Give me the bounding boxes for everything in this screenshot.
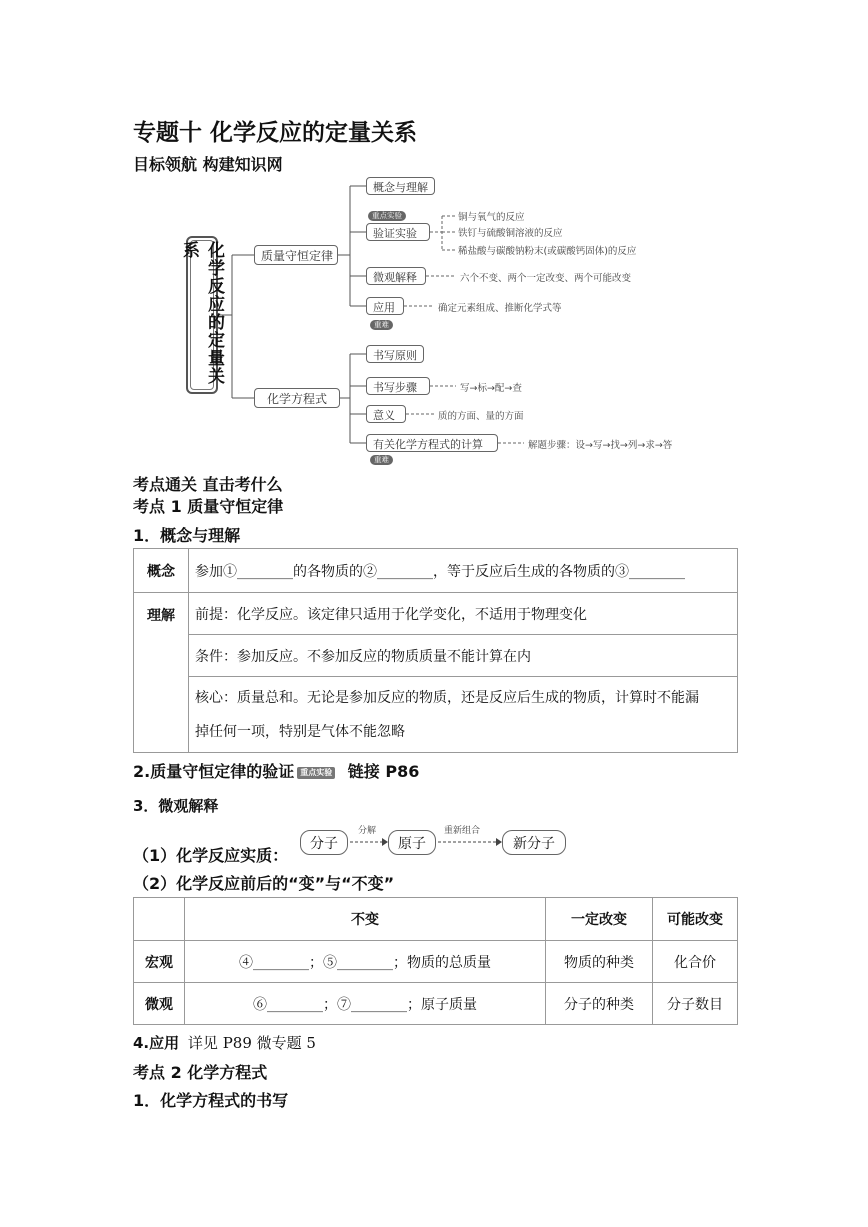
essence-label: （1）化学反应实质： [133,846,289,865]
change-table [133,897,738,1025]
header-unchanged: 不变 [185,898,546,941]
sub3-title: 3．微观解释 [133,797,219,815]
sub2-heading [133,759,419,782]
understand-core [189,677,738,753]
map-tag-calc: 重难 [370,455,393,465]
kp1-heading: 考点 1 质量守恒定律 [133,497,284,516]
change-label: （2）化学反应前后的“变”与“不变” [133,874,395,893]
kp2-heading: 考点 2 化学方程式 [133,1063,268,1082]
sub2-link[interactable]: 链接 P86 [347,762,420,781]
sub3-heading [133,795,218,816]
row-micro-label: 微观 [134,983,185,1025]
map-note-verify-3: 稀盐酸与碳酸钠粉末(或碳酸钙固体)的反应 [458,246,637,257]
sub2-title: 2.质量守恒定律的验证 [133,762,295,781]
sub5-heading: 1．化学方程式的书写 [133,1091,289,1110]
understand-label: 理解 [134,593,189,753]
arrow-label-decompose: 分解 [358,826,377,836]
map-note-micro: 六个不变、两个一定改变、两个可能改变 [460,273,632,284]
row-micro-may-change: 分子数目 [653,983,738,1025]
map-node-meaning: 意义 [366,405,406,423]
header-empty [134,898,185,941]
map-note-verify-2: 铁钉与硫酸铜溶液的反应 [458,228,563,239]
row-micro-must-change: 分子的种类 [546,983,653,1025]
concept-text: 参加①________的各物质的②________，等于反应后生成的各物质的③________ [189,549,738,593]
header-may-change: 可能改变 [653,898,738,941]
understand-condition: 条件：参加反应。不参加反应的物质质量不能计算在内 [189,635,738,677]
row-macro-must-change: 物质的种类 [546,941,653,983]
map-node-calc: 有关化学方程式的计算 [366,434,498,452]
row-macro-unchanged: ④________；⑤________；物质的总质量 [185,941,546,983]
sub4-text[interactable]: 详见 P89 微专题 5 [187,1034,316,1052]
map-node-steps: 书写步骤 [366,377,430,395]
node-atom: 原子 [388,830,436,855]
sub4 [133,1032,316,1053]
node-molecule: 分子 [300,830,348,855]
node-new-molecule: 新分子 [502,830,566,855]
arrow-1-icon [348,835,388,849]
map-tag-key-experiment: 重点实验 [368,211,406,221]
map-node-verify: 验证实验 [366,223,430,241]
key-experiment-badge: 重点实验 [297,767,335,779]
map-node-concept: 概念与理解 [366,177,435,195]
map-note-calc: 解题步骤：设→写→找→列→求→答 [528,440,673,451]
map-note-meaning: 质的方面、量的方面 [438,411,524,422]
sub1-heading: 1．概念与理解 [133,526,241,545]
sub4-label: 4.应用 [133,1034,180,1052]
map-branch-mass-conservation: 质量守恒定律 [254,245,338,265]
map-branch-equation: 化学方程式 [254,388,340,408]
section-heading-goals: 目标领航 构建知识网 [133,155,283,174]
map-node-apply: 应用 [366,297,404,315]
concept-table [133,548,738,753]
map-note-verify-1: 铜与氧气的反应 [458,212,525,223]
row-macro-label: 宏观 [134,941,185,983]
map-root-label: 化学反应的定量关系 [190,240,214,390]
understand-premise: 前提：化学反应。该定律只适用于化学变化，不适用于物理变化 [189,593,738,635]
map-note-steps: 写→标→配→查 [460,383,522,394]
page-title: 专题十 化学反应的定量关系 [133,120,418,146]
map-tag-apply: 重难 [370,320,393,330]
concept-label: 概念 [134,549,189,593]
map-connectors [0,0,868,480]
row-micro-unchanged: ⑥________；⑦________；原子质量 [185,983,546,1025]
arrow-label-recombine: 重新组合 [444,826,481,836]
row-macro-may-change: 化合价 [653,941,738,983]
arrow-2-icon [436,835,502,849]
map-root [179,236,224,394]
understand-core-line1: 核心：质量总和。无论是参加反应的物质，还是反应后生成的物质，计算时不能漏 [195,689,699,706]
understand-core-line2: 掉任何一项，特别是气体不能忽略 [195,723,405,740]
map-node-principle: 书写原则 [366,345,424,363]
map-note-apply: 确定元素组成、推断化学式等 [438,303,562,314]
map-node-micro: 微观解释 [366,267,426,285]
header-must-change: 一定改变 [546,898,653,941]
section-heading-exam: 考点通关 直击考什么 [133,475,283,494]
